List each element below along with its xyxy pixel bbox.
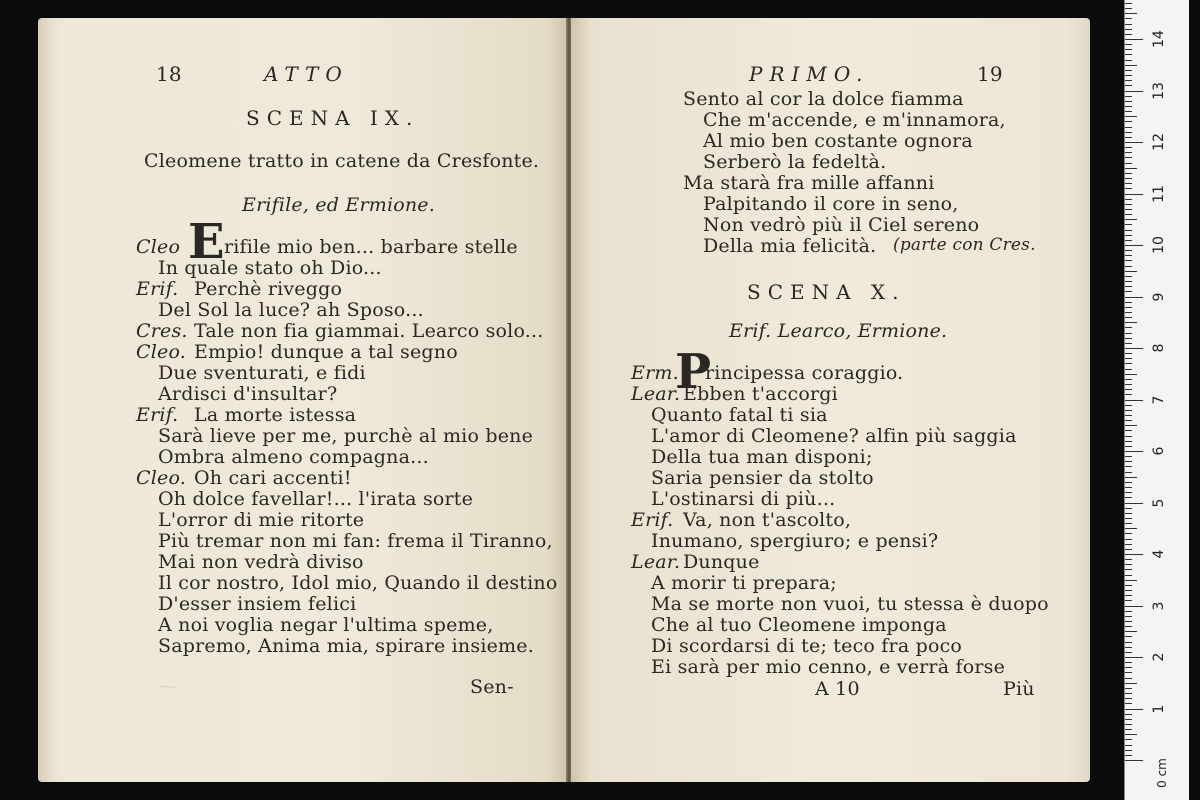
ruler-tick xyxy=(1125,497,1132,498)
open-book xyxy=(38,18,1090,782)
ruler-tick xyxy=(1125,683,1137,684)
speaker: Erif. xyxy=(136,278,179,300)
ruler-number: 3 xyxy=(1151,601,1167,610)
ruler-tick xyxy=(1125,508,1132,509)
verse-line: Ma starà fra mille affanni xyxy=(683,172,935,194)
page-number: 19 xyxy=(977,62,1003,86)
ruler-tick xyxy=(1125,13,1137,14)
ruler-tick xyxy=(1125,44,1132,45)
ruler-tick xyxy=(1125,281,1132,282)
ruler-tick xyxy=(1125,214,1132,215)
ruler-tick xyxy=(1125,348,1143,349)
verse-line: Quanto fatal ti sia xyxy=(651,404,828,426)
verse-line: Empio! dunque a tal segno xyxy=(194,341,458,363)
verse-line: Sento al cor la dolce fiamma xyxy=(683,88,964,110)
ruler-number: 1 xyxy=(1151,704,1167,713)
ruler-tick xyxy=(1125,307,1132,308)
scene-title: SCENA IX. xyxy=(246,106,420,130)
ruler-tick xyxy=(1125,54,1132,55)
verse-line: Che m'accende, e m'innamora, xyxy=(703,109,1006,131)
ruler-tick xyxy=(1125,554,1143,555)
ruler-tick xyxy=(1125,379,1132,380)
ruler-tick xyxy=(1125,564,1132,565)
ruler-tick xyxy=(1125,544,1132,545)
ruler-tick xyxy=(1125,276,1132,277)
ruler-tick xyxy=(1125,626,1132,627)
ruler-tick xyxy=(1125,734,1137,735)
verse-line: La morte istessa xyxy=(194,404,357,426)
ruler-tick xyxy=(1125,636,1132,637)
ruler-tick xyxy=(1125,127,1132,128)
ruler-number: 8 xyxy=(1151,343,1167,353)
verse-line: Ei sarà per mio cenno, e verrà forse xyxy=(651,656,1006,678)
ruler-tick xyxy=(1125,204,1132,205)
ruler-tick xyxy=(1125,199,1132,200)
catchword: Più xyxy=(1003,678,1035,700)
ruler-tick xyxy=(1125,451,1143,452)
ruler-tick xyxy=(1125,729,1132,730)
speaker: Cleo xyxy=(136,236,181,258)
ruler-tick xyxy=(1125,338,1132,339)
verse-line: Perchè riveggo xyxy=(194,278,343,300)
ruler-tick xyxy=(1125,224,1132,225)
verse-line: Della mia felicità. xyxy=(703,235,877,257)
ruler-number: 11 xyxy=(1151,184,1167,203)
dropcap: P xyxy=(675,344,712,400)
ruler-tick xyxy=(1125,616,1132,617)
ruler-tick xyxy=(1125,369,1132,370)
verse-line: Che al tuo Cleomene imponga xyxy=(651,614,947,636)
speaker: Cres. xyxy=(136,320,188,342)
verse-line: Inumano, spergiuro; e pensi? xyxy=(651,530,939,552)
verse-line: Di scordarsi di te; teco fra poco xyxy=(651,635,963,657)
ruler-tick xyxy=(1125,672,1132,673)
ruler-tick xyxy=(1125,183,1132,184)
verse-line: D'esser insiem felici xyxy=(158,593,357,615)
ruler-tick xyxy=(1125,322,1137,323)
ruler-tick xyxy=(1125,461,1132,462)
ruler-tick xyxy=(1125,600,1132,601)
page-number: 18 xyxy=(156,62,182,86)
ruler-tick xyxy=(1125,678,1132,679)
ruler-tick xyxy=(1125,719,1132,720)
verse-line: In quale stato oh Dio... xyxy=(158,257,382,279)
speaker: Erm. xyxy=(631,362,679,384)
ruler-tick xyxy=(1125,539,1132,540)
ruler-tick xyxy=(1125,8,1132,9)
verse-line: Del Sol la luce? ah Sposo... xyxy=(158,299,424,321)
right-page xyxy=(571,18,1090,782)
ruler-tick xyxy=(1125,667,1132,668)
ruler-tick xyxy=(1125,85,1132,86)
ruler-tick xyxy=(1125,580,1137,581)
characters-line: Erif. Learco, Ermione. xyxy=(729,320,948,342)
ruler-tick xyxy=(1125,441,1132,442)
ruler-tick xyxy=(1125,595,1132,596)
verse-line: Tale non fia giammai. Learco solo... xyxy=(194,320,544,342)
ruler-tick xyxy=(1125,343,1132,344)
ruler-tick xyxy=(1125,662,1132,663)
ruler-tick xyxy=(1125,34,1132,35)
ruler-tick xyxy=(1125,703,1132,704)
ruler-tick xyxy=(1125,317,1132,318)
ruler-tick xyxy=(1125,374,1137,375)
ruler-tick xyxy=(1125,642,1132,643)
ruler-tick xyxy=(1125,194,1143,195)
ruler-tick xyxy=(1125,652,1132,653)
ruler-tick xyxy=(1125,415,1132,416)
ruler-tick xyxy=(1125,523,1132,524)
ruler-tick xyxy=(1125,503,1143,504)
left-page xyxy=(38,18,568,782)
ruler-tick xyxy=(1125,405,1132,406)
verse-line: L'amor di Cleomene? alfin più saggia xyxy=(651,425,1017,447)
ruler-tick xyxy=(1125,101,1132,102)
signature-mark: A 10 xyxy=(815,678,860,700)
ruler-number: 12 xyxy=(1151,133,1167,151)
verse-line: Serberò la fedeltà. xyxy=(703,151,887,173)
verse-line: Sarà lieve per me, purchè al mio bene xyxy=(158,425,534,447)
ruler-tick xyxy=(1125,70,1132,71)
verse-line: Oh dolce favellar!... l'irata sorte xyxy=(158,488,474,510)
ruler-tick xyxy=(1125,260,1132,261)
ruler-number: 10 xyxy=(1151,236,1167,254)
verse-line: Va, non t'ascolto, xyxy=(683,509,852,531)
ruler-tick xyxy=(1125,606,1143,607)
verse-line: rincipessa coraggio. xyxy=(705,362,904,384)
speaker: Cleo. xyxy=(136,341,187,363)
ruler-tick xyxy=(1125,528,1137,529)
ruler-tick xyxy=(1125,49,1132,50)
verse-line: Saria pensier da stolto xyxy=(651,467,874,489)
ruler-tick xyxy=(1125,430,1132,431)
ruler-tick xyxy=(1125,39,1143,40)
ruler-tick xyxy=(1125,688,1132,689)
ruler-tick xyxy=(1125,116,1137,117)
ruler-tick xyxy=(1125,157,1132,158)
verse-line: Dunque xyxy=(683,551,760,573)
ruler-tick xyxy=(1125,492,1132,493)
ruler-tick xyxy=(1125,173,1132,174)
verse-line: L'ostinarsi di più... xyxy=(651,488,836,510)
speaker: Cleo. xyxy=(136,467,187,489)
catchword: Sen- xyxy=(470,676,514,698)
ruler-tick xyxy=(1125,363,1132,364)
running-head: PRIMO. xyxy=(749,62,870,86)
verse-line: Ebben t'accorgi xyxy=(683,383,838,405)
ruler-tick xyxy=(1125,91,1143,92)
ruler-tick xyxy=(1125,472,1132,473)
ruler-tick xyxy=(1125,446,1132,447)
ruler-tick xyxy=(1125,333,1132,334)
ruler-tick xyxy=(1125,714,1132,715)
ruler-tick xyxy=(1125,745,1132,746)
verse-line: Non vedrò più il Ciel sereno xyxy=(703,214,980,236)
ruler-tick xyxy=(1125,549,1132,550)
speaker: Erif. xyxy=(631,509,674,531)
ruler-tick xyxy=(1125,425,1137,426)
verse-line: L'orror di mie ritorte xyxy=(158,509,365,531)
ruler-tick xyxy=(1125,466,1132,467)
verse-line: Ombra almeno compagna... xyxy=(158,446,429,468)
ruler-tick xyxy=(1125,29,1132,30)
ruler-tick xyxy=(1125,420,1132,421)
measurement-ruler xyxy=(1124,0,1189,800)
verse-line: Mai non vedrà diviso xyxy=(158,551,364,573)
ruler-tick xyxy=(1125,312,1132,313)
ruler-tick xyxy=(1125,513,1132,514)
ruler-tick xyxy=(1125,147,1132,148)
ruler-tick xyxy=(1125,80,1132,81)
ruler-tick xyxy=(1125,436,1132,437)
ruler-tick xyxy=(1125,142,1143,143)
ruler-tick xyxy=(1125,559,1132,560)
verse-line: Sapremo, Anima mia, spirare insieme. xyxy=(158,635,534,657)
ruler-tick xyxy=(1125,121,1132,122)
ruler-tick xyxy=(1125,291,1132,292)
speaker: Erif. xyxy=(136,404,179,426)
ruler-tick xyxy=(1125,209,1132,210)
ruler-tick xyxy=(1125,163,1132,164)
characters-line: Erifile, ed Ermione. xyxy=(242,194,435,216)
scene-title: SCENA X. xyxy=(747,280,906,304)
exit-direction: (parte con Cres. xyxy=(893,235,1036,255)
ruler-tick xyxy=(1125,631,1137,632)
ruler-tick xyxy=(1125,456,1132,457)
ruler-tick xyxy=(1125,724,1132,725)
ruler-tick xyxy=(1125,111,1132,112)
ruler-tick xyxy=(1125,755,1132,756)
ruler-tick xyxy=(1125,297,1143,298)
ruler-tick xyxy=(1125,302,1132,303)
verse-line: Il cor nostro, Idol mio, Quando il destino xyxy=(158,572,558,594)
ruler-tick xyxy=(1125,353,1132,354)
verse-line: Al mio ben costante ognora xyxy=(703,130,973,152)
ruler-tick xyxy=(1125,250,1132,251)
verse-line: Due sventurati, e fidi xyxy=(158,362,366,384)
stage-direction: Cleomene tratto in catene da Cresfonte. xyxy=(144,150,540,172)
ruler-tick xyxy=(1125,384,1132,385)
ruler-tick xyxy=(1125,18,1132,19)
ruler-tick xyxy=(1125,358,1132,359)
ruler-tick xyxy=(1125,575,1132,576)
ruler-tick xyxy=(1125,96,1132,97)
ruler-tick xyxy=(1125,611,1132,612)
ruler-unit-label: 0 cm xyxy=(1154,758,1169,788)
verse-line: rifile mio ben... barbare stelle xyxy=(224,236,518,258)
ruler-tick xyxy=(1125,389,1132,390)
ruler-tick xyxy=(1125,518,1132,519)
ruler-tick xyxy=(1125,271,1137,272)
ruler-tick xyxy=(1125,286,1132,287)
ruler-number: 2 xyxy=(1151,652,1167,662)
verse-line: Palpitando il core in seno, xyxy=(703,193,959,215)
ruler-tick xyxy=(1125,590,1132,591)
ruler-number: 5 xyxy=(1151,498,1167,507)
ruler-number: 13 xyxy=(1151,81,1167,100)
verse-line: Più tremar non mi fan: frema il Tiranno, xyxy=(158,530,553,552)
ruler-tick xyxy=(1125,477,1137,478)
verse-line: A morir ti prepara; xyxy=(651,572,837,594)
dropcap: E xyxy=(188,214,225,270)
speaker: Lear. xyxy=(631,383,681,405)
ruler-tick xyxy=(1125,230,1132,231)
ruler-tick xyxy=(1125,698,1132,699)
ruler-number: 7 xyxy=(1151,395,1167,404)
ruler-tick xyxy=(1125,132,1132,133)
ruler-tick xyxy=(1125,3,1132,4)
ruler-tick xyxy=(1125,255,1132,256)
ruler-tick xyxy=(1125,240,1132,241)
ruler-tick xyxy=(1125,585,1132,586)
ruler-tick xyxy=(1125,569,1132,570)
bleed-through-mark: ⁓ xyxy=(158,676,177,698)
ruler-number: 4 xyxy=(1151,549,1167,559)
ruler-number: 9 xyxy=(1151,292,1167,301)
ruler-tick xyxy=(1125,327,1132,328)
ruler-tick xyxy=(1125,709,1143,710)
ruler-number: 14 xyxy=(1151,30,1167,48)
ruler-tick xyxy=(1125,750,1132,751)
ruler-tick xyxy=(1125,24,1132,25)
ruler-tick xyxy=(1125,647,1132,648)
ruler-tick xyxy=(1125,410,1132,411)
ruler-tick xyxy=(1125,533,1132,534)
verse-line: Della tua man disponi; xyxy=(651,446,873,468)
ruler-tick xyxy=(1125,621,1132,622)
ruler-tick xyxy=(1125,394,1132,395)
verse-line: Ardisci d'insultar? xyxy=(158,383,338,405)
ruler-tick xyxy=(1125,739,1132,740)
ruler-tick xyxy=(1125,106,1132,107)
ruler-tick xyxy=(1125,60,1132,61)
ruler-tick xyxy=(1125,235,1132,236)
running-head: ATTO xyxy=(264,62,349,86)
speaker: Lear. xyxy=(631,551,681,573)
ruler-tick xyxy=(1125,482,1132,483)
ruler-tick xyxy=(1125,188,1132,189)
verse-line: Ma se morte non vuoi, tu stessa è duopo xyxy=(651,593,1049,615)
ruler-tick xyxy=(1125,760,1143,761)
ruler-tick xyxy=(1125,266,1132,267)
ruler-tick xyxy=(1125,400,1143,401)
ruler-number: 6 xyxy=(1151,446,1167,456)
ruler-tick xyxy=(1125,137,1132,138)
ruler-tick xyxy=(1125,65,1137,66)
ruler-tick xyxy=(1125,487,1132,488)
ruler-tick xyxy=(1125,178,1132,179)
verse-line: A noi voglia negar l'ultima speme, xyxy=(158,614,494,636)
ruler-tick xyxy=(1125,168,1137,169)
ruler-tick xyxy=(1125,657,1143,658)
ruler-tick xyxy=(1125,152,1132,153)
ruler-tick xyxy=(1125,75,1132,76)
ruler-tick xyxy=(1125,693,1132,694)
ruler-tick xyxy=(1125,219,1137,220)
ruler-tick xyxy=(1125,245,1143,246)
verse-line: Oh cari accenti! xyxy=(194,467,352,489)
